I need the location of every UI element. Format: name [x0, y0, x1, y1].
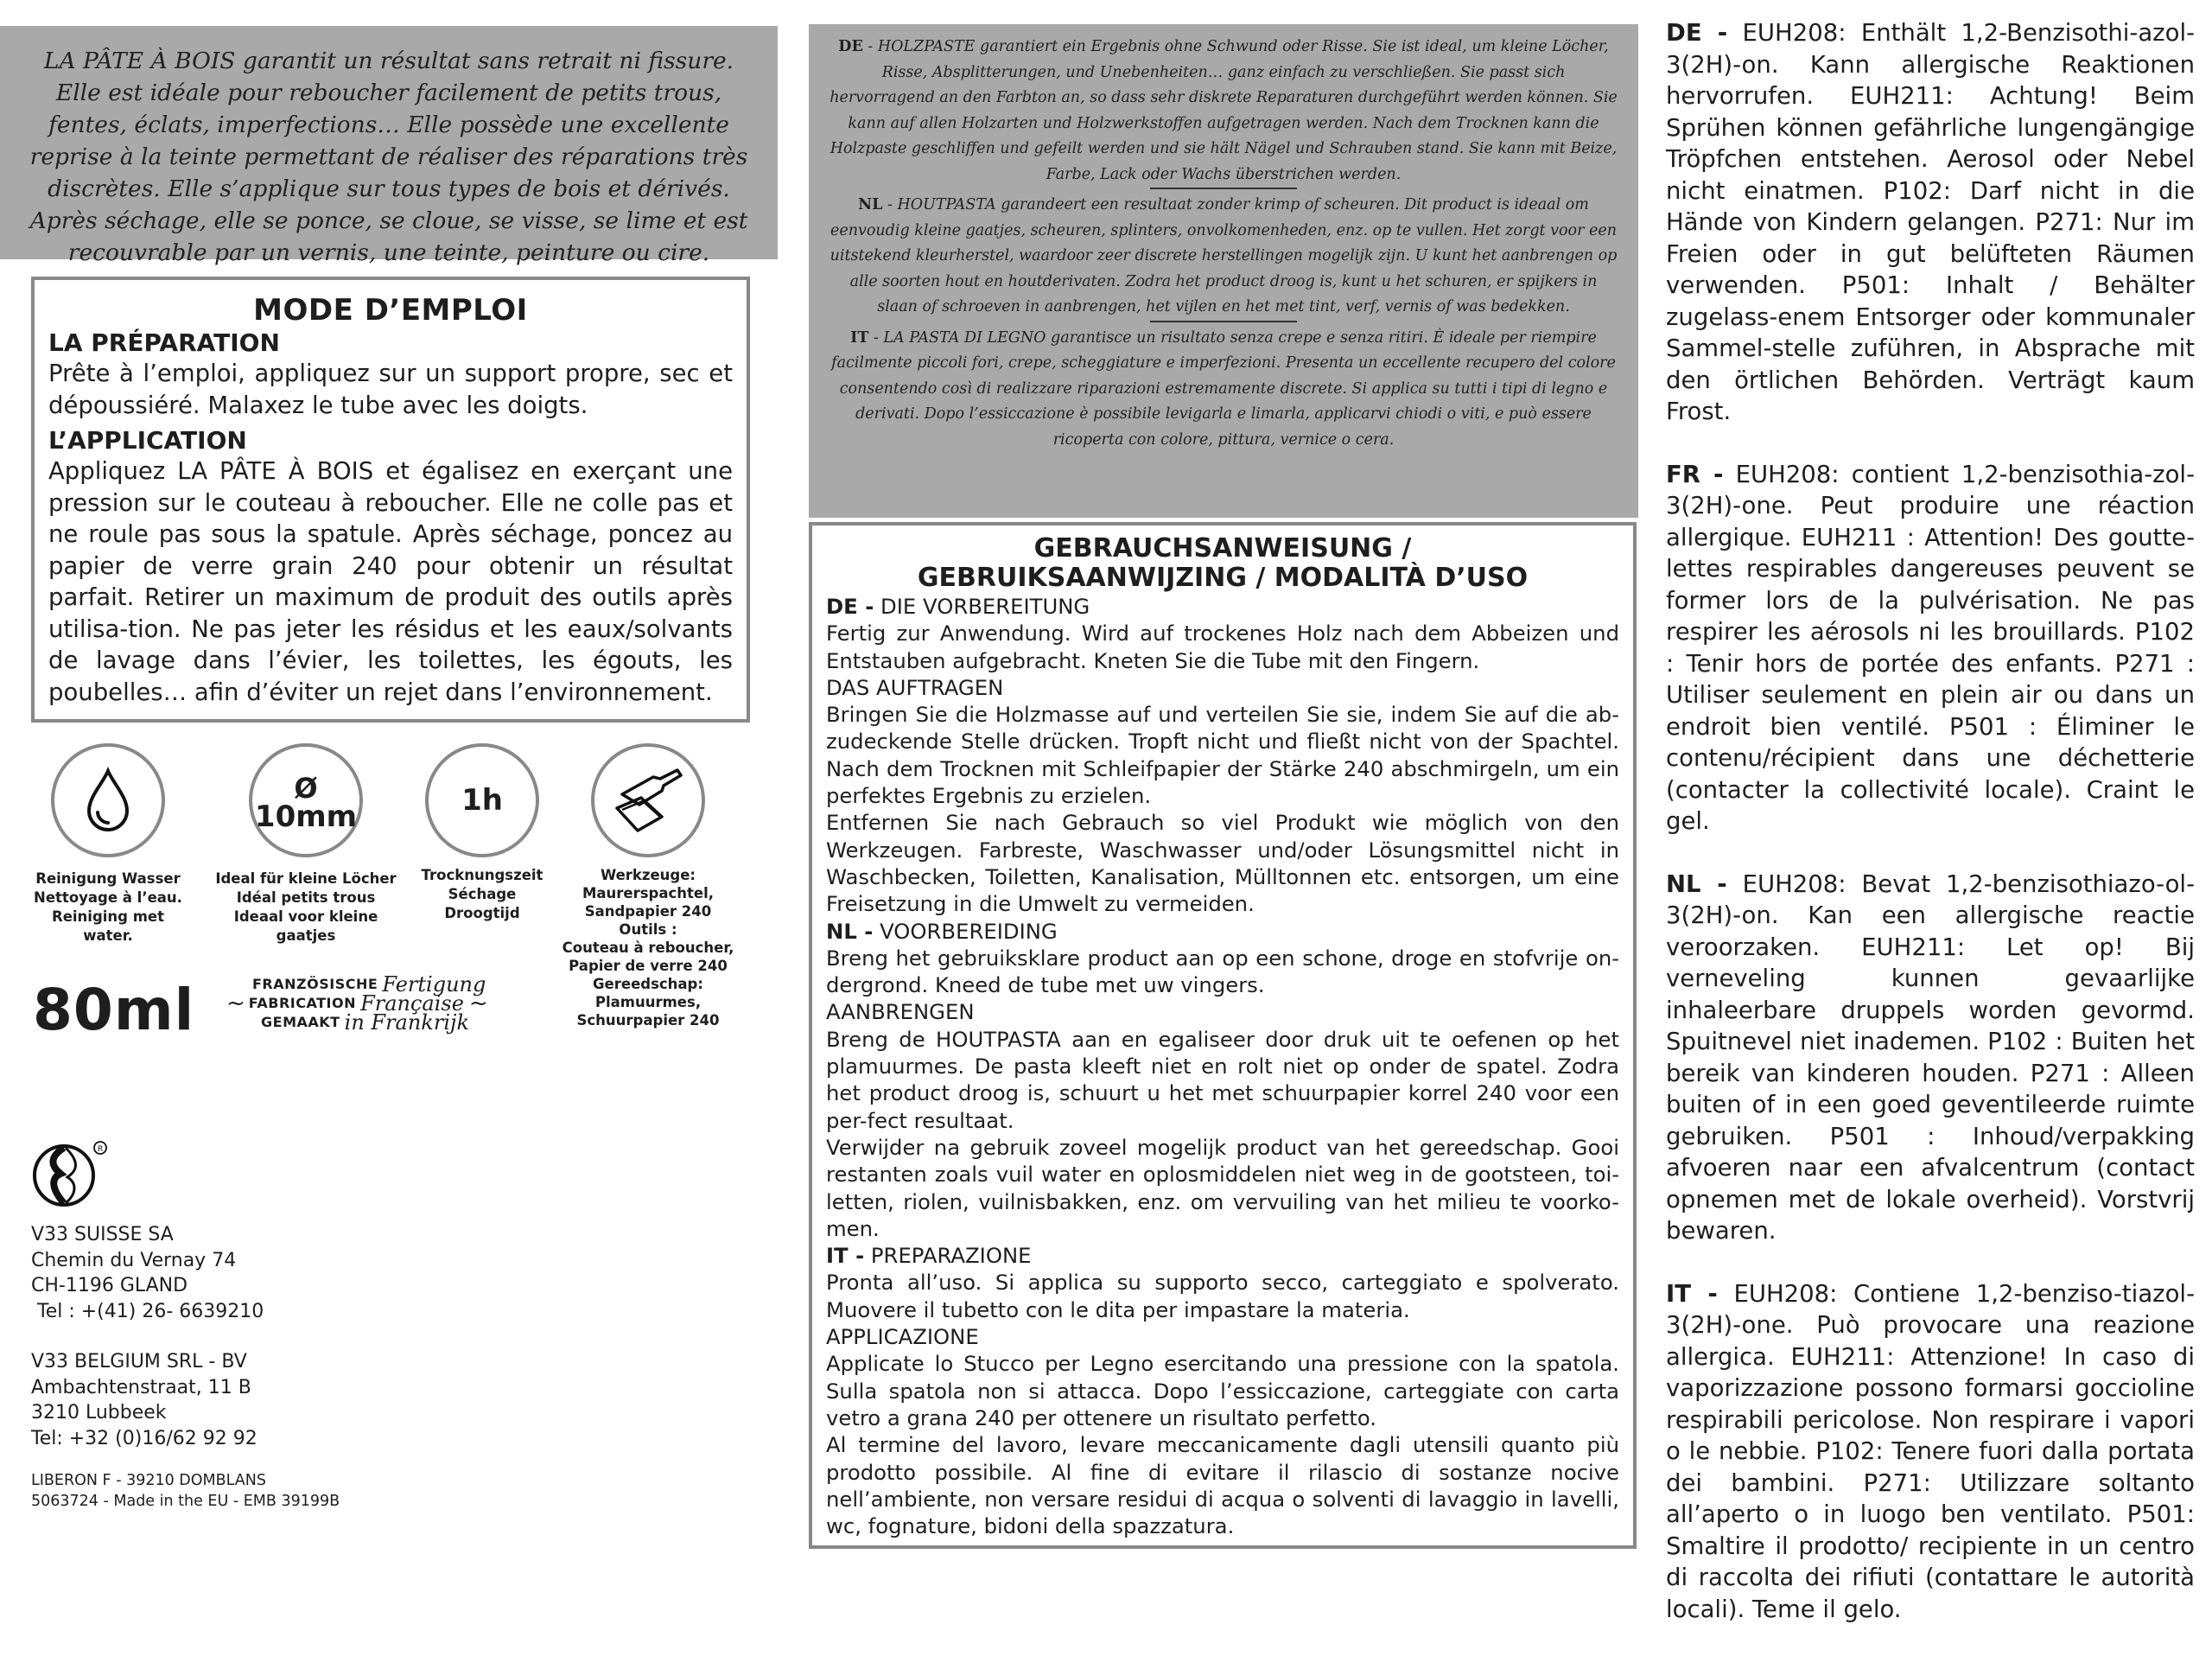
- step-text: Applicate lo Stucco per Legno esercitando una pressione con la spatola. Sulla spatola non si attacca. Dopo l’essiccazione, carteggiate con carta vetro a grana 240 per ottenere un risultato perfetto.: [826, 1351, 1619, 1430]
- lang-code: IT -: [826, 1243, 865, 1269]
- made-in-france-badge: [226, 972, 512, 1035]
- address-line: 3210 Lubbeek: [31, 1402, 167, 1424]
- address-line: Tel: +32 (0)16/62 92 92: [31, 1427, 257, 1449]
- icon-label-line: Maurerspachtel,: [582, 885, 715, 901]
- footer-line: 5063724 - Made in the EU - EMB 39199B: [31, 1493, 340, 1510]
- application-heading: L’APPLICATION: [48, 426, 247, 455]
- lang-code: NL -: [1666, 869, 1727, 898]
- lang-code: DE: [838, 38, 863, 55]
- diameter-icon: [249, 743, 363, 857]
- tilde-left-icon: ~: [226, 990, 245, 1016]
- diameter-value: 10mm: [254, 799, 358, 834]
- lang-code: DE -: [826, 594, 874, 619]
- step-heading: DAS AUFTRAGEN: [826, 674, 1004, 700]
- multilingual-product-description: [809, 24, 1638, 518]
- icon-label-line: Ideal für kleine Löcher: [215, 870, 397, 887]
- svg-text:R: R: [98, 1145, 104, 1154]
- address-line: CH-1196 GLAND: [31, 1275, 188, 1296]
- icon-label-line: Couteau à reboucher,: [562, 939, 734, 956]
- lang-code: NL: [858, 196, 883, 213]
- tools-icon: [605, 761, 691, 839]
- recycling-icon: [31, 1139, 109, 1208]
- safety-text: EUH208: Enthält 1,2-Benzisothi-azol-3(2H)-on. Kann allergische Reaktionen hervorrufen. EUH211: Achtung! Beim Sprühen können gefährliche lungengängige Tröpfchen entstehen. Aerosol oder Nebel nicht einatmen. P102: Darf nicht in die Hände von Kindern gelangen. P271: Nur im Freien oder in gut belüfteten Räumen verwenden. P501: Inhalt / Behälter zugelass-enem Entsorger oder kommunaler Sammel-stelle zuführen, in Absprache mit den örtlichen Behörden. Verträgt kaum Frost.: [1666, 19, 2196, 425]
- cleaning-water-pictogram: [26, 743, 190, 946]
- lang-code: NL -: [826, 918, 874, 944]
- instructions-title-line-1: GEBRAUCHSANWEISUNG /: [1033, 533, 1412, 564]
- address-line: Tel : +(41) 26- 6639210: [31, 1300, 264, 1322]
- mode-emploi-box: [31, 277, 750, 723]
- preparation-heading: LA PRÉPARATION: [48, 328, 280, 357]
- step-text: Bringen Sie die Holzmasse auf und verteilen Sie sie, indem Sie auf die ab-zudeckende Stelle drücken. Tropft nicht und fließt nicht von der Spachtel. Nach dem Trocknen mit Schleifpapier der Stärke 240 abschmirgeln, um ein perfektes Ergebnis zu erzielen.: [826, 702, 1619, 809]
- mode-emploi-title: MODE D’EMPLOI: [253, 293, 528, 328]
- address-line: V33 SUISSE SA: [31, 1224, 174, 1245]
- diameter-symbol: Ø: [294, 772, 318, 805]
- instructions-it: [826, 1242, 1619, 1539]
- icon-label-line: Reinigung Wasser: [35, 870, 181, 887]
- safety-fr: [1666, 459, 2195, 838]
- green-dot-recycling-logo: [31, 1139, 109, 1212]
- description-text: HOLZPASTE garantiert ein Ergebnis ohne Schwund oder Risse. Sie ist ideal, um kleine Löcher, Risse, Absplitterungen, und Unebenheiten… ganz einfach zu verschließen. Sie passt sich hervorragend an den Farbton an, so dass sehr diskrete Reparaturen durchgeführt werden können. Sie kann auf allen Holzarten und Holzwerkstoffen aufgetragen werden. Nach dem Trocknen kann die Holzpaste geschliffen und gefeilt werden und sie hält Nägel und Schrauben stand. Sie kann mit Beize, Farbe, Lack oder Wachs überstrichen werden.: [830, 38, 1618, 183]
- footer-line: LIBERON F - 39210 DOMBLANS: [31, 1472, 266, 1489]
- icon-label-line: Papier de verre 240: [569, 958, 728, 974]
- step-text: Fertig zur Anwendung. Wird auf trockenes Holz nach dem Abbeizen und Entstauben aufgebracht. Kneten Sie die Tube mit den Fingern.: [826, 621, 1619, 673]
- step-text: Pronta all’uso. Si applica su supporto secco, carteggiato e spolverato. Muovere il tubetto con le dita per impastare la materia.: [826, 1270, 1619, 1322]
- safety-it: [1666, 1278, 2195, 1626]
- safety-text: EUH208: Bevat 1,2-benzisothiazo-ol-3(2H)-on. Kan een allergische reactie veroorzaken. EUH211: Let op! Bij verneveling kunnen gevaarlijke inhaleerbare druppels worden gevormd. Spuitnevel niet inademen. P102 : Buiten het bereik van kinderen houden. P271 : Alleen buiten of in een goed geventileerde ruimte gebruiken. P501 : Inhoud/verpakking afvoeren naar een afvalcentrum (contact opnemen met de lokale overheid). Vorstvrij bewaren.: [1666, 869, 2195, 1245]
- drying-time-value: 1h: [461, 783, 503, 818]
- gebrauchsanweisung-box: [809, 522, 1637, 1549]
- instructions-nl: [826, 918, 1619, 1243]
- icon-label-line: Sandpapier 240: [584, 903, 712, 920]
- drying-time-icon: [425, 743, 539, 857]
- tilde-right-icon: ~: [468, 990, 488, 1016]
- drying-time-pictogram: [413, 743, 551, 923]
- volume-label: 80ml: [33, 977, 195, 1043]
- hole-size-pictogram: [204, 743, 408, 946]
- made-in-fr-suffix: Française: [360, 991, 464, 1016]
- safety-de: [1666, 17, 2195, 428]
- made-in-nl-suffix: in Frankrijk: [344, 1010, 469, 1035]
- lang-code: FR -: [1666, 460, 1724, 488]
- address-line: Chemin du Vernay 74: [31, 1249, 237, 1271]
- icon-label-line: Idéal petits trous: [236, 889, 376, 906]
- icon-label-line: Ideaal voor kleine gaatjes: [233, 908, 378, 944]
- tools-pictogram: [553, 743, 743, 1029]
- lang-code: IT -: [1666, 1279, 1718, 1308]
- safety-text: EUH208: contient 1,2-benzisothia-zol-3(2H)-one. Peut produire une réaction allergique. EUH211 : Attention! Des goutte-lettes respirables dangereuses peuvent se former lors de la pulvérisation. Ne pas respirer les aérosols ni les brouillards. P102 : Tenir hors de portée des enfants. P271 : Utiliser seulement en plein air ou dans un endroit bien ventilé. P501 : Éliminer le contenu/récipient dans une déchetterie (contacter la collectivité locale). Craint le gel.: [1666, 460, 2195, 835]
- step-text: Breng het gebruiksklare product aan op een schone, droge en stofvrije on-dergrond. Kneed de tube met uw vingers.: [826, 945, 1619, 998]
- icon-label-line: Outils :: [619, 921, 677, 938]
- made-in-fr-prefix: FABRICATION: [248, 995, 356, 1011]
- step-text: Verwijder na gebruik zoveel mogelijk product van het gereedschap. Gooi restanten zoals vuil water en oplosmiddelen niet weg in de gootsteen, toi-letten, riolen, vuilnisbakken, enz. om vervuiling van het milieu te voorko-men.: [826, 1134, 1619, 1241]
- step-text: Breng de HOUTPASTA aan en egaliseer door druk uit te oefenen op het plamuurmes. De pasta kleeft niet en rolt niet op onder de spatel. Zodra het product droog is, schuurt u het met schuurpapier korrel 240 voor een per-fect resultaat.: [826, 1026, 1619, 1133]
- made-in-nl-prefix: GEMAAKT: [261, 1014, 340, 1030]
- description-it: IT - LA PASTA DI LEGNO garantisce un risultato senza crepe e senza ritiri. È ideale per riempire facilmente piccoli fori, crepe, scheggiature e imperfezioni. Presenta un eccellente recupero del colore consentendo così di realizzare riparazioni estremamente discrete. Si applica su tutti i tipi di legno e derivati. Dopo l’essiccazione è possibile levigarla e limarla, applicarvi chiodi o viti, e può essere ricoperta con colore, pittura, vernice o cera.: [831, 328, 1616, 449]
- instructions-de: [826, 593, 1619, 918]
- icon-label-line: Trocknungszeit: [421, 867, 543, 883]
- made-in-de-prefix: FRANZÖSISCHE: [252, 976, 378, 992]
- address-line: Ambachtenstraat, 11 B: [31, 1376, 251, 1398]
- icon-label-line: Séchage: [448, 886, 517, 902]
- application-text: Appliquez LA PÂTE À BOIS et égalisez en exerçant une pression sur le couteau à reboucher. Elle ne colle pas et ne roule pas sous la spatule. Après séchage, poncez au papier de verre grain 240 pour obtenir un résultat parfait. Retirer un maximum de produit des outils après utilisa-tion. Ne pas jeter les résidus et les eaux/solvants de lavage dans l’évier, les toilettes, les égouts, les poubelles… afin d’éviter un rejet dans l’environnement.: [48, 457, 733, 706]
- description-text: LA PASTA DI LEGNO garantisce un risultato senza crepe e senza ritiri. È ideale per riempire facilmente piccoli fori, crepe, scheggiature e imperfezioni. Presenta un eccellente recupero del colore consentendo così di realizzare riparazioni estremamente discrete. Si applica su tutti i tipi di legno e derivati. Dopo l’essiccazione è possibile levigarla e limarla, applicarvi chiodi o viti, e può essere ricoperta con colore, pittura, vernice o cera.: [831, 328, 1616, 449]
- safety-text: EUH208: Contiene 1,2-benziso-tiazol-3(2H)-one. Può provocare una reazione allergica. EUH211: Attenzione! In caso di vaporizzazione possono formarsi goccioline respirabili pericolose. Non respirare i vapori o le nebbie. P102: Tenere fuori dalla portata dei bambini. P271: Utilizzare soltanto all’aperto o in luogo ben ventilato. P501: Smaltire il prodotto/ recipiente in un centro di raccolta dei rifiuti (contattare le autorità locali). Teme il gelo.: [1666, 1279, 2195, 1623]
- step-text: Entfernen Sie nach Gebrauch so viel Produkt wie möglich von den Werkzeugen. Farbreste, Waschwasser und/oder Lösungsmittel nicht in Waschbecken, Toiletten, Kanalisation, Mülltonnen etc. entsorgen, um eine Freisetzung in die Umwelt zu vermeiden.: [826, 810, 1619, 917]
- description-text: HOUTPASTA garandeert een resultaat zonder krimp of scheuren. Dit product is ideaal om eenvoudig kleine gaatjes, scheuren, splinters, onvolkomenheden, enz. op te vullen. Het zorgt voor een uitstekend kleurherstel, waardoor zeer discrete herstellingen mogelijk zijn. U kunt het aanbrengen op alle soorten hout en houtderivaten. Zodra het product droog is, kunt u het schuren, er spijkers in slaan of schroeven in aanbrengen, het vijlen en het met tint, verf, vernis of was bedekken.: [830, 196, 1618, 315]
- icon-label-line: Nettoyage à l’eau.: [34, 889, 182, 906]
- icon-label-line: Plamuurmes,: [594, 994, 702, 1010]
- water-drop-icon: [80, 766, 136, 835]
- lang-code: IT: [850, 328, 869, 347]
- step-text: Al termine del lavoro, levare meccanicamente dagli utensili quanto più prodotto possibile. Al fine di evitare il rilascio di sostanze nocive nell’ambiente, non versare residui di acqua o solventi di lavaggio in lavelli, wc, fognature, bidoni della spazzatura.: [826, 1432, 1619, 1539]
- step-heading: AANBRENGEN: [826, 999, 975, 1025]
- fr-product-description: LA PÂTE À BOIS garantit un résultat sans retrait ni fissure. Elle est idéale pour reboucher facilement de petits trous, fentes, éclats, imperfections… Elle possède une excellente reprise à la teinte permettant de réaliser des réparations très discrètes. Elle s’applique sur tous types de bois et dérivés. Après séchage, elle se ponce, se cloue, se visse, se lime et est recouvrable par un vernis, une teinte, peinture ou cire.: [0, 26, 778, 259]
- step-heading: DIE VORBEREITUNG: [880, 594, 1090, 619]
- description-de: DE - HOLZPASTE garantiert ein Ergebnis ohne Schwund oder Risse. Sie ist ideal, um kleine Löcher, Risse, Absplitterungen, und Unebenheiten… ganz einfach zu verschließen. Sie passt sich hervorragend an den Farbton an, so dass sehr diskrete Reparaturen durchgeführt werden können. Sie kann auf allen Holzarten und Holzwerkstoffen aufgetragen werden. Nach dem Trocknen kann die Holzpaste geschliffen und gefeilt werden und sie hält Nägel und Schrauben stand. Sie kann mit Beize, Farbe, Lack oder Wachs überstrichen werden.: [830, 38, 1618, 183]
- safety-warnings: [1666, 17, 2195, 1656]
- description-nl: NL - HOUTPASTA garandeert een resultaat zonder krimp of scheuren. Dit product is ideaal om eenvoudig kleine gaatjes, scheuren, splinters, onvolkomenheden, enz. op te vullen. Het zorgt voor een uitstekend kleurherstel, waardoor zeer discrete herstellingen mogelijk zijn. U kunt het aanbrengen op alle soorten hout en houtderivaten. Zodra het product droog is, kunt u het schuren, er spijkers in slaan of schroeven in aanbrengen, het vijlen en het met tint, verf, vernis of was bedekken.: [830, 196, 1618, 315]
- step-heading: PREPARAZIONE: [870, 1243, 1032, 1269]
- addresses: [31, 1222, 264, 1451]
- address-line: V33 BELGIUM SRL - BV: [31, 1351, 247, 1373]
- step-heading: VOORBEREIDING: [880, 918, 1058, 944]
- manufacturer-footer: [31, 1470, 340, 1512]
- instructions-title-line-2: GEBRUIKSAANWIJZING / MODALITÀ D’USO: [917, 563, 1529, 593]
- divider: [1150, 321, 1297, 322]
- icon-label-line: Schuurpapier 240: [576, 1012, 720, 1029]
- made-in-de-suffix: Fertigung: [382, 972, 486, 997]
- step-heading: APPLICAZIONE: [826, 1324, 979, 1350]
- icon-label-line: Droogtijd: [444, 905, 520, 921]
- icon-label-line: Gereedschap:: [593, 976, 703, 992]
- preparation-text: Prête à l’emploi, appliquez sur un support propre, sec et dépoussiéré. Malaxez le tube avec les doigts.: [48, 360, 733, 419]
- safety-nl: [1666, 869, 2195, 1247]
- icon-label-line: Werkzeuge:: [600, 867, 696, 883]
- lang-code: DE -: [1666, 19, 1728, 47]
- icon-label-line: Reiniging met water.: [52, 908, 164, 944]
- divider: [1150, 188, 1297, 189]
